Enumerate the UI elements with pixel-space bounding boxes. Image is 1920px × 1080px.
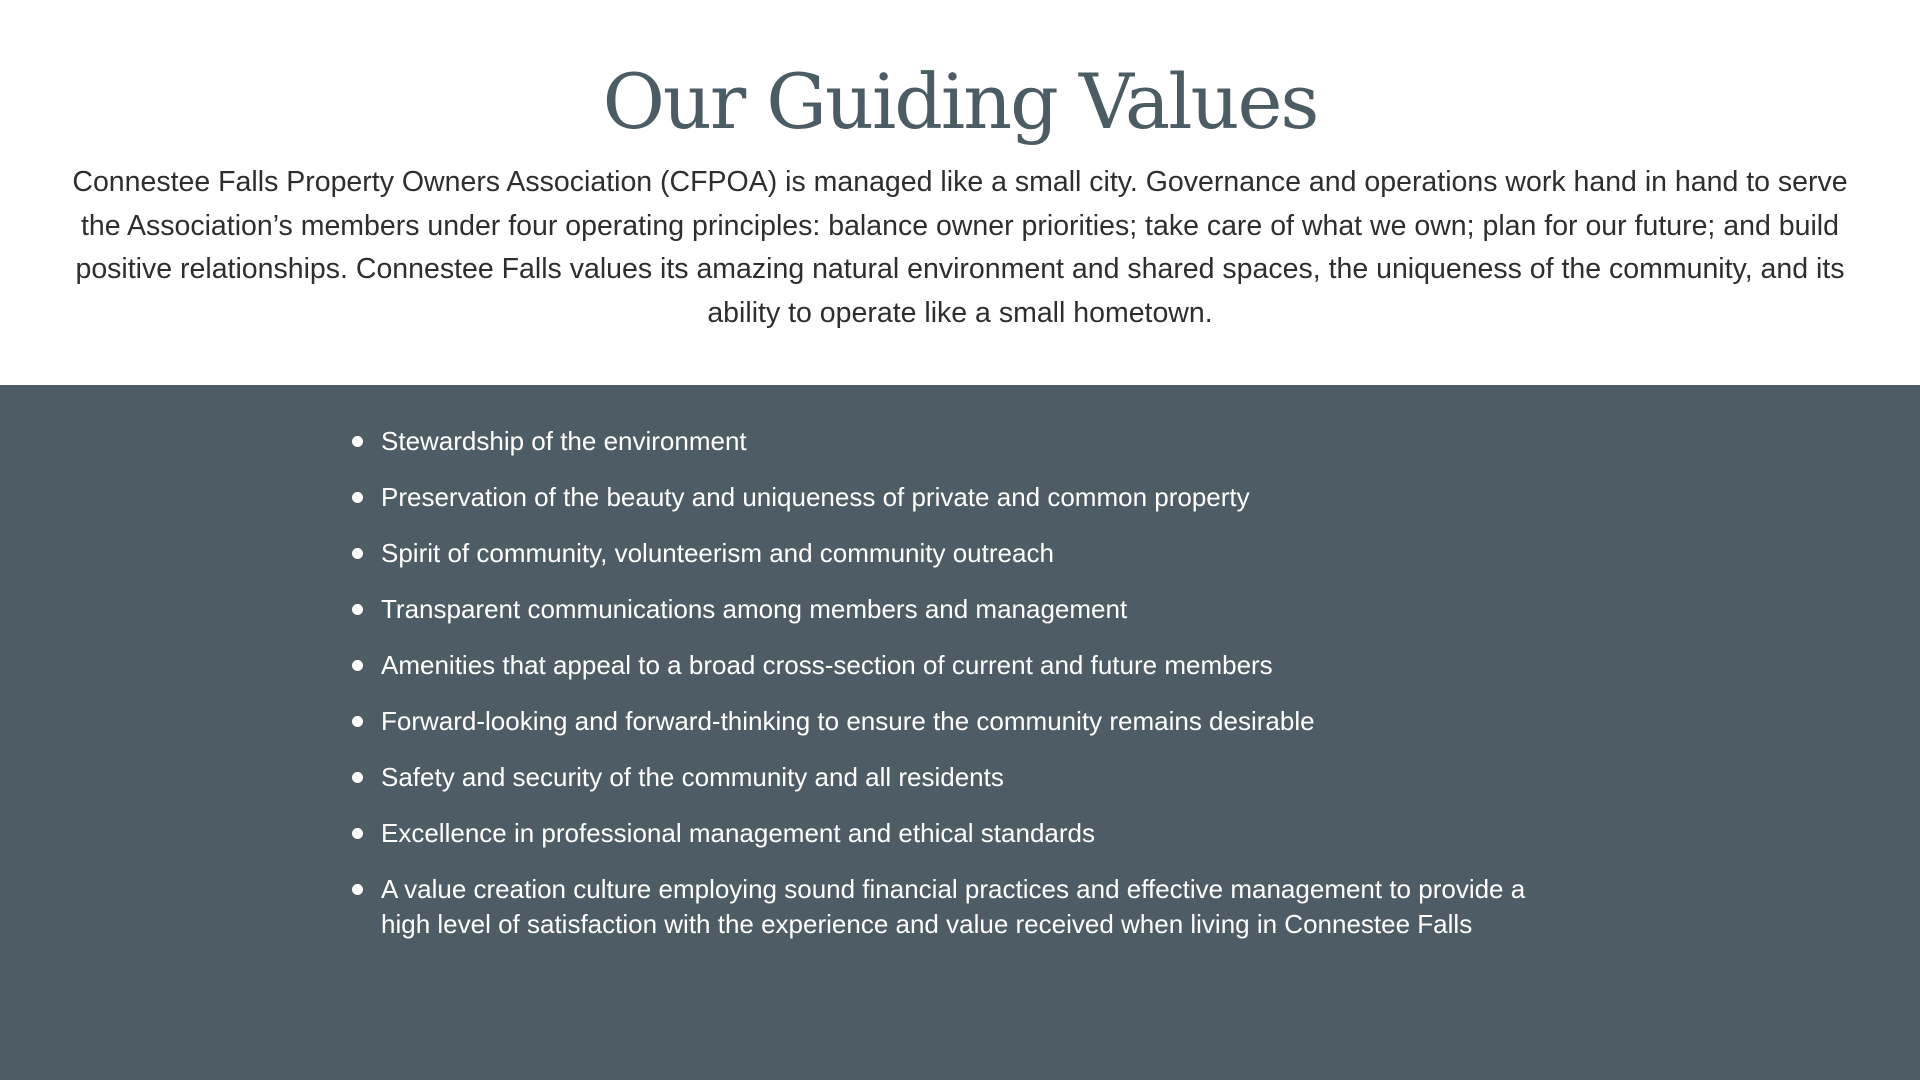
bullet-icon — [352, 828, 363, 839]
value-item — [381, 816, 1581, 851]
value-item-label: Amenities that appeal to a broad cross-section of current and future members — [381, 650, 1273, 680]
value-item-label: A value creation culture employing sound financial practices and effective management to provide a high level of satisfaction with the experience and value received when living in Connestee Falls — [381, 874, 1526, 939]
bullet-icon — [352, 436, 363, 447]
bullet-icon — [352, 548, 363, 559]
value-item — [381, 760, 1581, 795]
page-title: Our Guiding Values — [602, 57, 1318, 146]
value-item — [381, 592, 1581, 627]
values-section — [0, 385, 1920, 1080]
bullet-icon — [352, 716, 363, 727]
values-list — [381, 424, 1581, 963]
bullet-icon — [352, 604, 363, 615]
intro-paragraph: Connestee Falls Property Owners Association (CFPOA) is managed like a small city. Governance and operations work hand in hand to serve the Association’s members under four operating principles: balance owner priorities; take care of what we own; plan for our future; and build positive relationships. Connestee Falls values its amazing natural environment and shared spaces, the uniqueness of the community, and its ability to operate like a small hometown. — [72, 166, 1848, 329]
bullet-icon — [352, 492, 363, 503]
bullet-icon — [352, 772, 363, 783]
value-item-label: Transparent communications among members and management — [381, 594, 1128, 624]
value-item — [381, 648, 1581, 683]
value-item — [381, 480, 1581, 515]
value-item-label: Stewardship of the environment — [381, 426, 747, 456]
bullet-icon — [352, 660, 363, 671]
value-item-label: Spirit of community, volunteerism and community outreach — [381, 538, 1054, 568]
value-item — [381, 424, 1581, 459]
value-item-label: Preservation of the beauty and uniqueness of private and common property — [381, 482, 1250, 512]
value-item-label: Excellence in professional management and ethical standards — [381, 818, 1095, 848]
bullet-icon — [352, 884, 363, 895]
value-item — [381, 536, 1581, 571]
value-item-label: Safety and security of the community and all residents — [381, 762, 1004, 792]
value-item — [381, 872, 1581, 941]
value-item-label: Forward-looking and forward-thinking to ensure the community remains desirable — [381, 706, 1315, 736]
value-item — [381, 704, 1581, 739]
intro-section — [0, 0, 1920, 385]
